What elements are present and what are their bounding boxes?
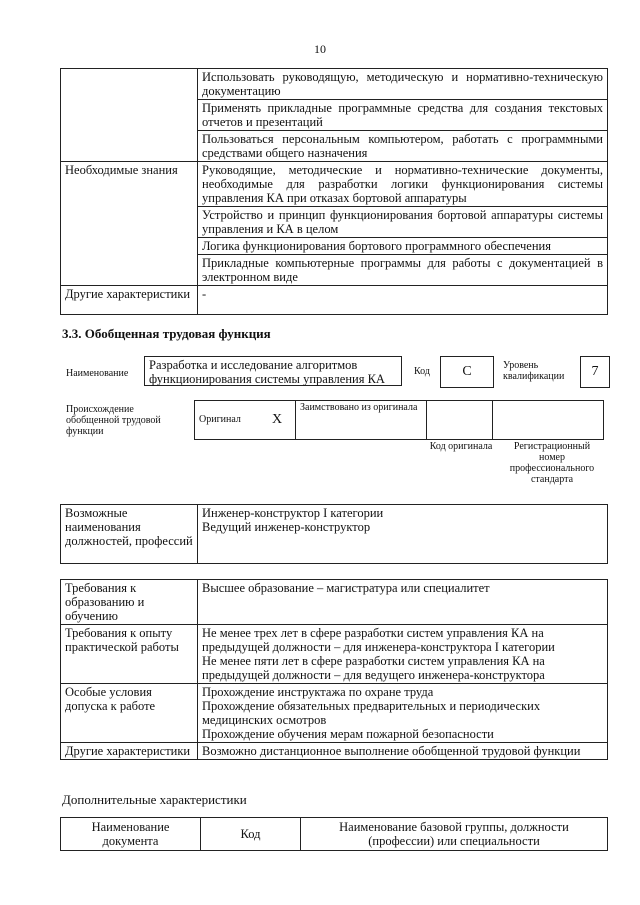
additional-title: Дополнительные характеристики <box>62 792 247 807</box>
origin-label: Происхождение обобщенной трудовой функции <box>66 404 161 437</box>
row-label: Необходимые знания <box>61 162 198 286</box>
origin-table <box>194 400 604 440</box>
list-item: Прохождение инструктажа по охране труда <box>202 685 434 699</box>
section-title: 3.3. Обобщенная трудовая функция <box>62 326 271 341</box>
cell-item: Руководящие, методические и нормативно-технические документы, необходимые для разработки логики функционирования системы управления КА при отказах бортовой аппаратуры <box>198 162 608 207</box>
row-label: Требования к образованию и обучению <box>61 580 198 625</box>
header-document-name: Наименование документа <box>61 818 201 851</box>
page-number: 10 <box>314 42 326 56</box>
cell-item: - <box>198 286 608 315</box>
cell-item: Возможно дистанционное выполнение обобщенной трудовой функции <box>198 743 608 760</box>
cell-item: Пользоваться персональным компьютером, работать с программными средствами общего назначения <box>198 131 608 162</box>
table-row <box>61 69 608 100</box>
code-original-cell <box>427 401 493 440</box>
original-mark: X <box>259 401 296 440</box>
table-row <box>61 505 608 564</box>
table-header-row <box>61 818 608 851</box>
reg-number-cell <box>493 401 604 440</box>
list-item: Не менее пяти лет в сфере разработки систем управления КА на предыдущей должности – для ведущего инженера-конструктора <box>202 654 545 682</box>
level-value: 7 <box>580 356 610 388</box>
cell-item: Применять прикладные программные средства для создания текстовых отчетов и презентаций <box>198 100 608 131</box>
reg-number-caption: Регистрационный номер профессионального стандарта <box>509 441 595 485</box>
positions-list <box>198 505 608 564</box>
skills-knowledge-table <box>60 68 608 315</box>
table-row <box>61 162 608 207</box>
cell-list <box>198 625 608 684</box>
cell-item: Логика функционирования бортового программного обеспечения <box>198 238 608 255</box>
table-row <box>61 580 608 625</box>
row-label: Другие характеристики <box>61 286 198 315</box>
table-row <box>61 743 608 760</box>
cell-item: Устройство и принцип функционирования бортовой аппаратуры системы управления и КА в целом <box>198 207 608 238</box>
list-item: Прохождение обязательных предварительных и периодических медицинских осмотров <box>202 699 541 727</box>
borrowed-label: Заимствовано из оригинала <box>296 401 427 440</box>
row-label: Требования к опыту практической работы <box>61 625 198 684</box>
code-original-caption: Код оригинала <box>429 441 493 452</box>
positions-table <box>60 504 608 564</box>
cell-item: Использовать руководящую, методическую и нормативно-техническую документацию <box>198 69 608 100</box>
code-value: C <box>440 356 494 388</box>
row-label: Другие характеристики <box>61 743 198 760</box>
header-group-name: Наименование базовой группы, должности (профессии) или специальности <box>301 818 608 851</box>
row-label: Возможные наименования должностей, профессий <box>61 505 198 564</box>
name-label: Наименование <box>66 368 129 379</box>
list-item: Прохождение обучения мерам пожарной безопасности <box>202 727 494 741</box>
list-item: Ведущий инженер-конструктор <box>202 520 371 534</box>
requirements-table <box>60 579 608 760</box>
original-label: Оригинал <box>195 401 260 440</box>
table-row <box>61 625 608 684</box>
cell-list <box>198 684 608 743</box>
row-label: Особые условия допуска к работе <box>61 684 198 743</box>
list-item: Не менее трех лет в сфере разработки систем управления КА на предыдущей должности – для инженера-конструктора I категории <box>202 626 555 654</box>
list-item: Инженер-конструктор I категории <box>202 506 384 520</box>
cell-item: Высшее образование – магистратура или специалитет <box>198 580 608 625</box>
level-label: Уровень квалификации <box>503 360 565 382</box>
table-row <box>61 684 608 743</box>
additional-table <box>60 817 608 851</box>
table-row <box>61 286 608 315</box>
cell-item: Прикладные компьютерные программы для работы с документацией в электронном виде <box>198 255 608 286</box>
header-code: Код <box>201 818 301 851</box>
code-label: Код <box>414 366 430 377</box>
name-value: Разработка и исследование алгоритмов функционирования системы управления КА <box>144 356 402 386</box>
row-label <box>61 69 198 162</box>
